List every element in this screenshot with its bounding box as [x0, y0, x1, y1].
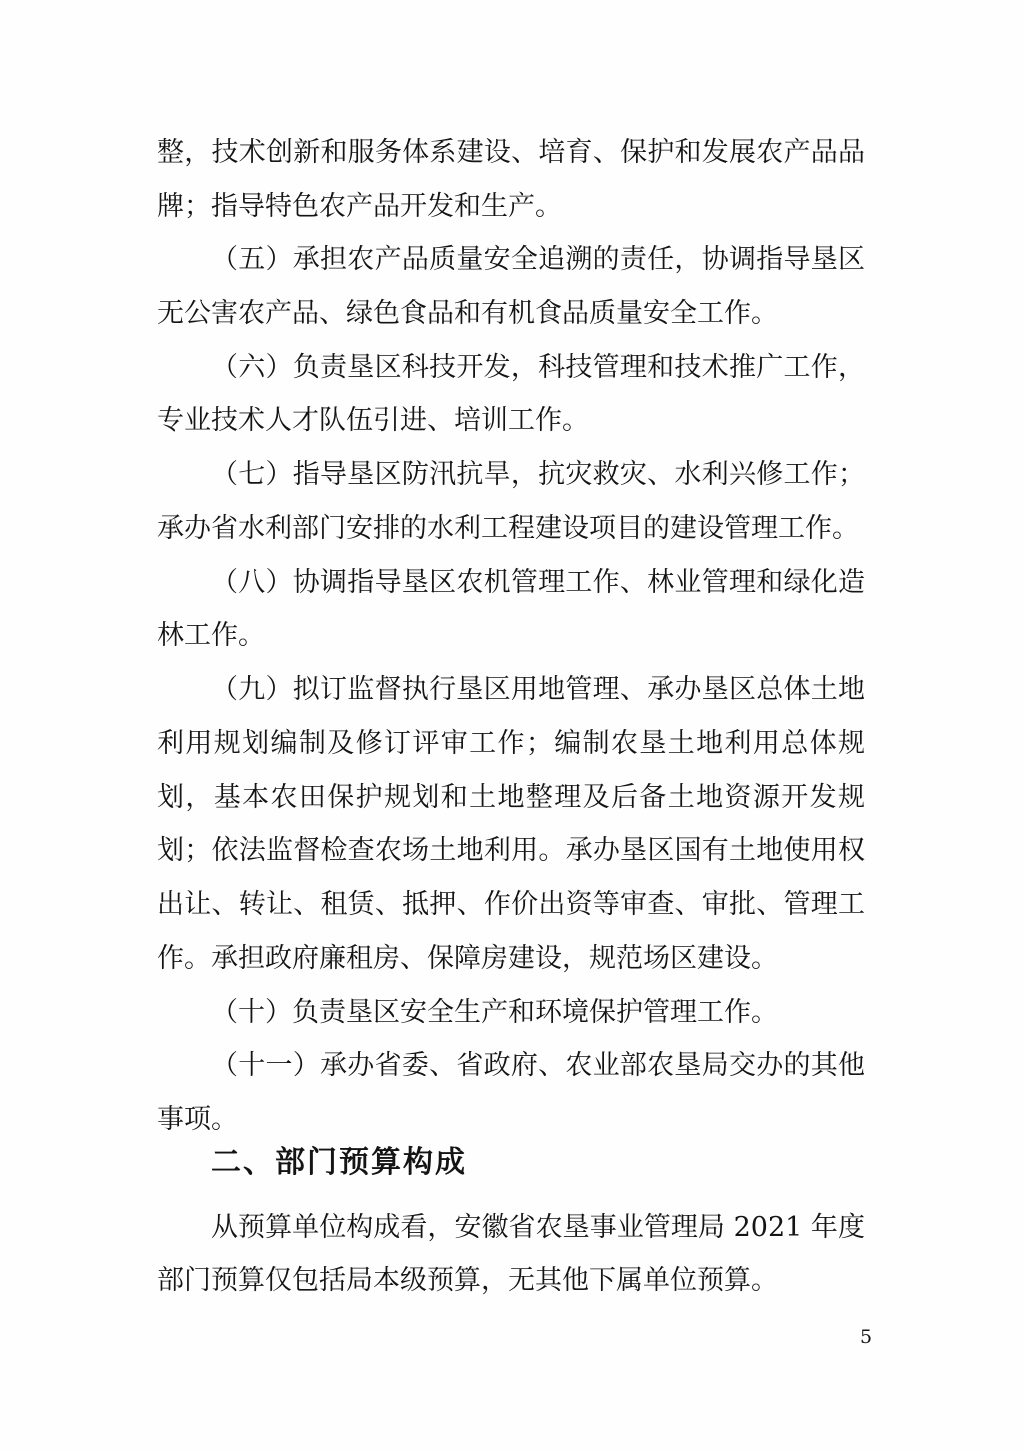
text-line: （八）协调指导垦区农机管理工作、林业管理和绿化造: [211, 567, 865, 598]
text-line: 从预算单位构成看，安徽省农垦事业管理局 2021 年度: [211, 1212, 865, 1243]
text-line: 专业技术人才队伍引进、培训工作。: [157, 405, 589, 436]
text-line: 无公害农产品、绿色食品和有机食品质量安全工作。: [157, 298, 778, 329]
text-line: 牌；指导特色农产品开发和生产。: [157, 191, 562, 222]
text-line: 承办省水利部门安排的水利工程建设项目的建设管理工作。: [157, 513, 859, 544]
text-line: （十）负责垦区安全生产和环境保护管理工作。: [211, 997, 778, 1028]
text-line: 利用规划编制及修订评审工作；编制农垦土地利用总体规: [157, 728, 865, 759]
text-line: （七）指导垦区防汛抗旱，抗灾救灾、水利兴修工作；: [211, 459, 865, 490]
text-line: 事项。: [157, 1104, 238, 1135]
text-line: 林工作。: [157, 620, 265, 651]
text-line: 划，基本农田保护规划和土地整理及后备土地资源开发规: [157, 782, 865, 813]
text-line: （五）承担农产品质量安全追溯的责任，协调指导垦区: [211, 244, 865, 275]
text-line: 出让、转让、租赁、抵押、作价出资等审查、审批、管理工: [157, 889, 865, 920]
text-line: 划；依法监督检查农场土地利用。承办垦区国有土地使用权: [157, 835, 865, 866]
text-line: （六）负责垦区科技开发，科技管理和技术推广工作，: [211, 352, 865, 383]
page-number: 5: [860, 1326, 873, 1348]
text-line: （九）拟订监督执行垦区用地管理、承办垦区总体土地: [211, 674, 865, 705]
text-line: （十一）承办省委、省政府、农业部农垦局交办的其他: [211, 1050, 865, 1081]
text-line: 部门预算仅包括局本级预算，无其他下属单位预算。: [157, 1265, 778, 1296]
section-heading: 二、部门预算构成: [211, 1145, 467, 1180]
text-line: 作。承担政府廉租房、保障房建设，规范场区建设。: [157, 943, 778, 974]
text-line: 整，技术创新和服务体系建设、培育、保护和发展农产品品: [157, 137, 865, 168]
